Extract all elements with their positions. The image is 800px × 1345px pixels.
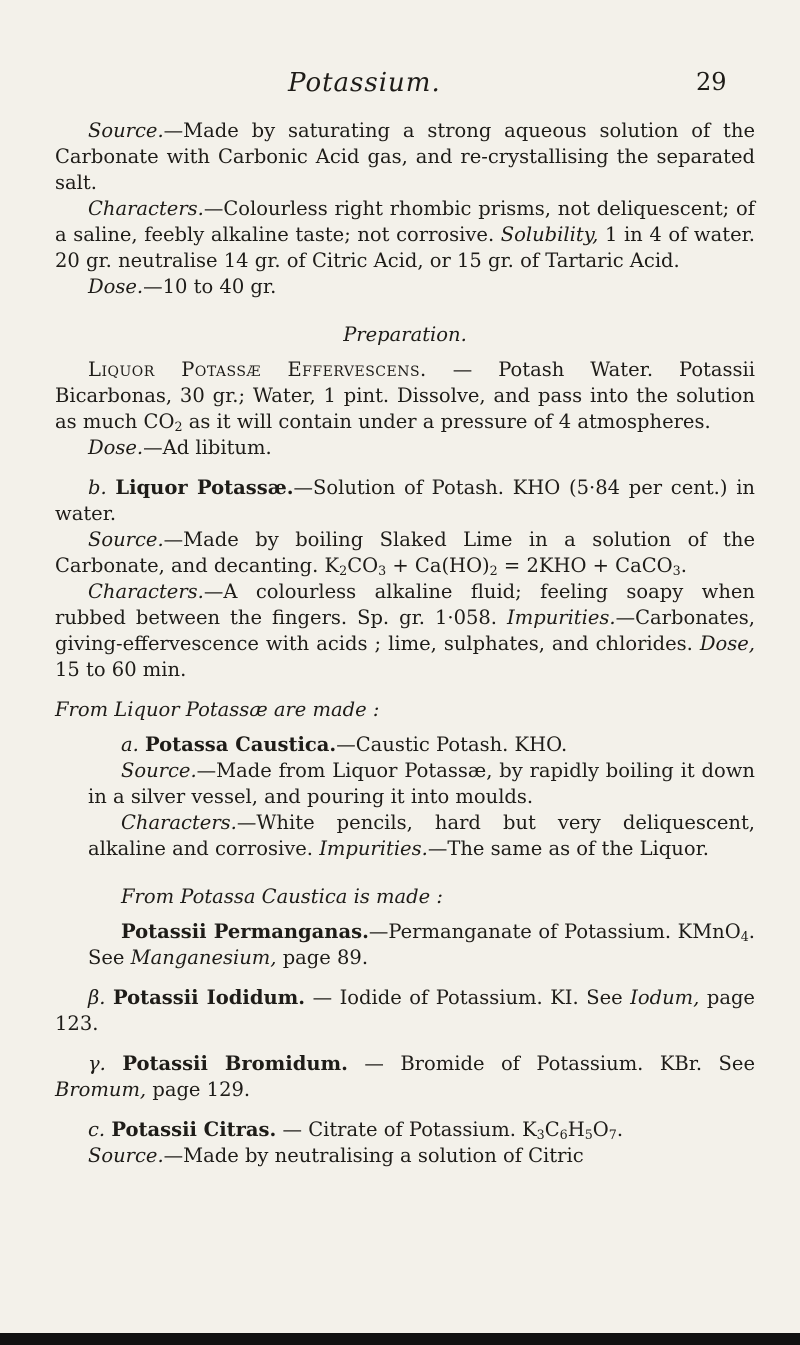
formula-part: = 2KHO + CaCO [497,554,673,577]
subscript: 7 [608,1127,617,1142]
impurities-text-2: —The same as of the Liquor. [427,837,709,860]
formula-part: . [616,1118,624,1141]
item-marker-gamma: γ. [88,1052,106,1075]
source-text-4: —Made by neutralising a solution of Citric [163,1144,584,1167]
characters-paragraph [55,196,755,274]
running-head [0,68,800,108]
liquor-potassae-text: —Solution of Potash. KHO (5·84 per cent.) in water. [55,476,755,525]
subscript: 4 [740,929,749,944]
source-paragraph-4 [55,1143,755,1169]
liquor-effervescens-name: Liquor Potassæ Effervescens. [88,358,427,381]
dose-text-3: 15 to 60 min. [55,658,187,681]
source-label-4: Source. [88,1144,164,1167]
formula-part: O [592,1118,609,1141]
liquor-potassae-paragraph [55,475,755,527]
source-label: Source. [88,119,164,142]
citras-text: — Citrate of Potassium. K [276,1118,537,1141]
source-paragraph-3 [55,758,755,810]
subscript: 6 [559,1127,568,1142]
liquor-effervescens-text: — Potash Water. Potassii Bicarbonas, 30 gr.; Water, 1 pint. Dissolve, and pass into the solution as much CO [55,358,756,433]
liquor-potassae-name: Liquor Potassæ. [115,476,294,499]
permanganas-text3: page 89. [276,946,369,969]
potassa-caustica-text: —Caustic Potash. KHO. [336,733,568,756]
page-number: 29 [696,68,727,96]
preparation-heading [55,322,755,348]
iodidum-paragraph [55,985,755,1037]
bromidum-name: Potassii Bromidum. [122,1052,348,1075]
dose-label-2: Dose. [88,436,144,459]
liquor-effervescens-paragraph [55,357,755,435]
solubility-text: 1 in 4 of water. 20 gr. neutralise 14 gr. of Citric Acid, or 15 gr. of Tartaric Acid. [55,223,755,272]
subscript: 2 [339,563,348,578]
subscript: 3 [536,1127,545,1142]
dose-label: Dose. [88,275,144,298]
subscript: 3 [378,563,387,578]
running-head-title: Potassium. [288,68,441,98]
characters-label: Characters. [88,197,204,220]
source-paragraph-2 [55,527,755,579]
iodidum-name: Potassii Iodidum. [113,986,306,1009]
subscript: 2 [489,563,498,578]
impurities-label: Impurities. [507,606,616,629]
formula-part: . [680,554,687,577]
source-text-3: —Made from Liquor Potassæ, by rapidly boiling it down in a silver vessel, and pouring it into moulds. [88,759,755,808]
page-bottom-edge [0,1333,800,1345]
subscript: 2 [174,419,183,434]
bromidum-text: — Bromide of Potassium. KBr. See [347,1052,755,1075]
permanganas-name: Potassii Permanganas. [121,920,369,943]
source-text: —Made by saturating a strong aqueous solution of the Carbonate with Carbonic Acid gas, and re-crystallising the separated salt. [55,119,755,194]
characters-paragraph-2 [55,579,755,683]
item-marker-beta: β. [88,986,106,1009]
dose-text-2: —Ad libitum. [143,436,272,459]
bromidum-ref: Bromum, [55,1078,147,1101]
item-marker-c: c. [88,1118,106,1141]
potassa-caustica-name: Potassa Caustica. [145,733,337,756]
from-liquor-heading [55,697,755,723]
liquor-effervescens-text2: as it will contain under a pressure of 4 atmospheres. [182,410,711,433]
characters-text: —Colourless right rhombic prisms, not deliquescent; of a saline, feebly alkaline taste; not corrosive. [55,197,755,246]
from-caustica-heading-text: From Potassa Caustica is made : [121,885,443,908]
preparation-heading-text: Preparation. [343,323,467,346]
source-paragraph [55,118,755,196]
characters-label-3: Characters. [121,811,237,834]
dose-paragraph-2 [55,435,755,461]
characters-text-2: —A colourless alkaline fluid; feeling soapy when rubbed between the fingers. Sp. gr. 1·058. [55,580,755,629]
formula-part: CO [347,554,379,577]
iodidum-ref: Iodum, [630,986,700,1009]
characters-paragraph-3 [55,810,755,862]
dose-paragraph [55,274,755,300]
citras-paragraph [55,1117,755,1143]
impurities-text: —Carbonates, giving-effervescence with acids ; lime, sulphates, and chlorides. [55,606,755,655]
iodidum-text2: page 123. [55,986,755,1035]
source-text-2: —Made by boiling Slaked Lime in a solution of the Carbonate, and decanting. K [55,528,755,577]
permanganas-paragraph [55,919,755,971]
source-label-3: Source. [121,759,197,782]
characters-text-3: —White pencils, hard but very deliquescent, alkaline and corrosive. [88,811,755,860]
dose-label-3: Dose, [699,632,756,655]
formula-part: C [544,1118,560,1141]
citras-name: Potassii Citras. [111,1118,277,1141]
characters-label-2: Characters. [88,580,204,603]
subscript: 3 [672,563,681,578]
bromidum-text2: page 129. [146,1078,251,1101]
dose-text: —10 to 40 gr. [143,275,277,298]
page-body [55,118,755,1169]
bromidum-paragraph [55,1051,755,1103]
impurities-label-2: Impurities. [319,837,428,860]
iodidum-text: — Iodide of Potassium. KI. See [305,986,631,1009]
permanganas-text: —Permanganate of Potassium. KMnO [368,920,741,943]
from-liquor-heading-text: From Liquor Potassæ are made : [55,698,380,721]
formula-part: + Ca(HO) [386,554,490,577]
source-label-2: Source. [88,528,164,551]
formula-part: H [567,1118,585,1141]
solubility-label: Solubility, [500,223,599,246]
item-marker-b: b. [88,476,107,499]
subscript: 5 [584,1127,593,1142]
potassa-caustica-paragraph [55,732,755,758]
permanganas-text2: . See [88,920,755,969]
item-marker-a: a. [121,733,139,756]
permanganas-ref: Manganesium, [130,946,277,969]
from-caustica-heading [55,884,755,910]
